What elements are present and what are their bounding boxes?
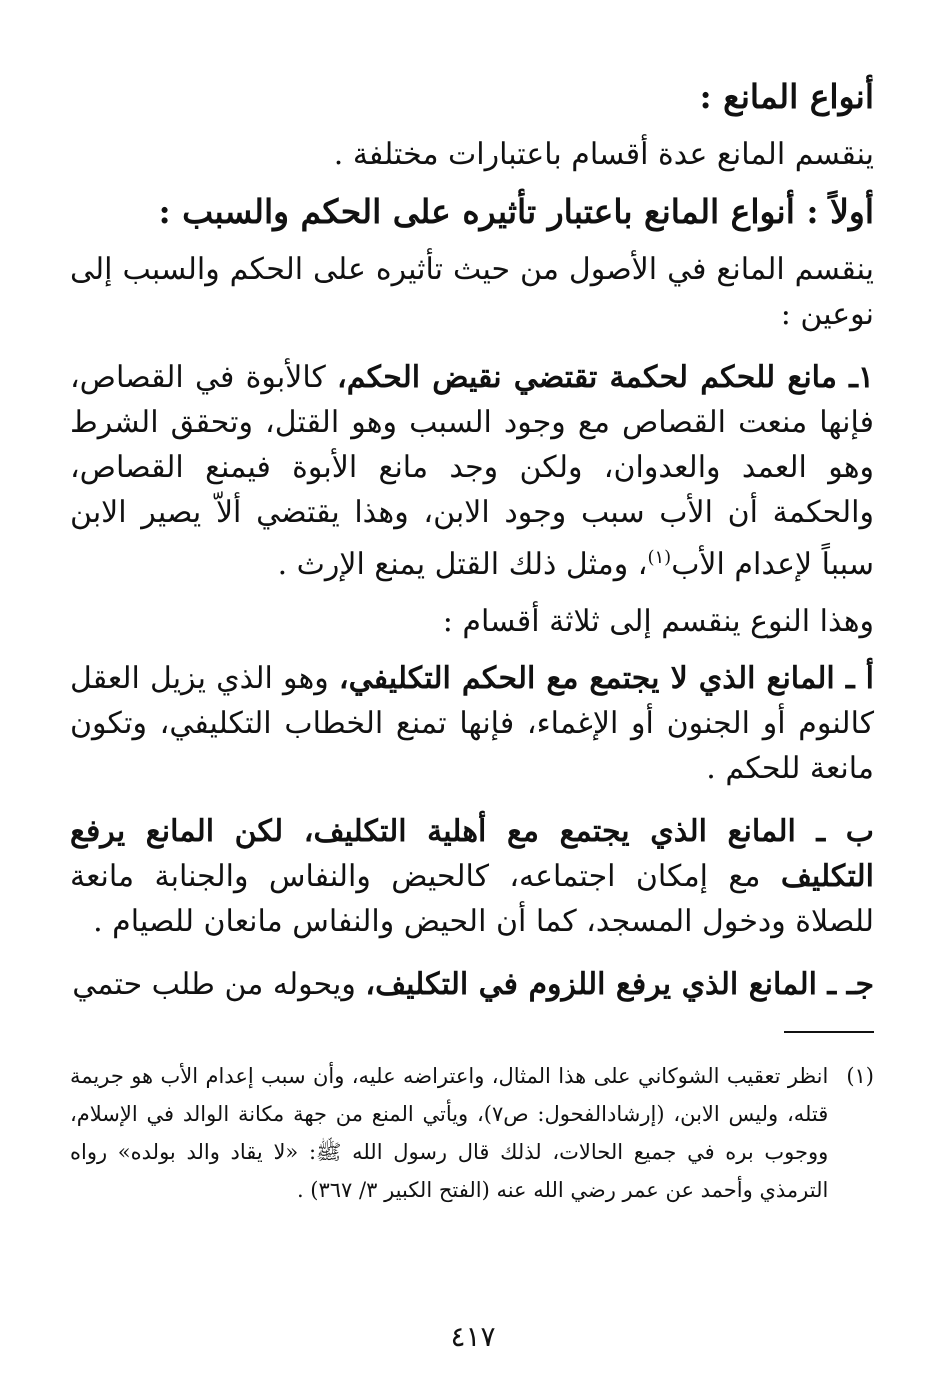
- item-c-text: ويحوله من طلب حتمي: [72, 967, 366, 1002]
- item-c-heading: جـ ـ المانع الذي يرفع اللزوم في التكليف،: [365, 967, 874, 1002]
- item-a-paragraph: [70, 656, 874, 791]
- item-b-text: مع إمكان اجتماعه، كالحيض والنفاس والجنابة مانعة للصلاة ودخول المسجد، كما أن الحيض والنفاس مانعان للصيام .: [70, 859, 874, 939]
- section-title: أنواع المانع :: [699, 77, 874, 116]
- item-c-paragraph: [70, 962, 874, 1007]
- item-b-paragraph: [70, 809, 874, 944]
- item-a-heading: أ ـ المانع الذي لا يجتمع مع الحكم التكليفي،: [338, 661, 874, 696]
- item-a-text: وهو الذي يزيل العقل كالنوم أو الجنون أو الإغماء، فإنها تمنع الخطاب التكليفي، وتكون مانعة للحكم .: [70, 661, 874, 786]
- intro-paragraph: ينقسم المانع عدة أقسام باعتبارات مختلفة .: [333, 137, 874, 172]
- item-b-heading: ب ـ المانع الذي يجتمع مع أهلية التكليف، لكن المانع يرفع التكليف: [70, 814, 874, 894]
- footnote-reference[interactable]: (١): [647, 547, 672, 568]
- item-1-heading: ١ـ مانع للحكم لحكمة تقتضي نقيض الحكم،: [337, 360, 874, 395]
- three-parts-paragraph: وهذا النوع ينقسم إلى ثلاثة أقسام :: [442, 604, 874, 639]
- item-1-text: كالأبوة في القصاص، فإنها منعت القصاص مع وجود السبب وهو القتل، وتحقق الشرط وهو العمد والعدوان، ولكن وجد مانع الأبوة فيمنع القصاص، والحكمة أن الأب سبب وجود الابن، وهذا يقتضي ألاّ يصير الابن سبباً لإعدام الأب: [70, 360, 874, 582]
- types-paragraph: ينقسم المانع في الأصول من حيث تأثيره على الحكم والسبب إلى نوعين :: [70, 252, 874, 332]
- subheading: أولاً : أنواع المانع باعتبار تأثيره على الحكم والسبب :: [158, 192, 874, 231]
- item-1-paragraph: [70, 355, 874, 587]
- page-number: ٤١٧: [450, 1320, 496, 1353]
- footnote-text: انظر تعقيب الشوكاني على هذا المثال، واعتراضه عليه، وأن سبب إعدام الأب هو جريمة قتله، وليس الابن، (إرشادالفحول: ص٧)، ويأتي المنع من جهة مكانة الوالد في الإسلام، ووجوب بره في جميع الحالات، لذلك قال رسول الله ﷺ: «لا يقاد والد بولده» رواه الترمذي وأحمد عن عمر رضي الله عنه (الفتح الكبير ٣/ ٣٦٧) .: [70, 1064, 829, 1202]
- footnote-number: (١): [846, 1064, 874, 1088]
- footnote: [70, 1057, 874, 1209]
- item-1-text-end: ، ومثل ذلك القتل يمنع الإرث .: [277, 547, 648, 582]
- footnote-divider: [784, 1031, 874, 1033]
